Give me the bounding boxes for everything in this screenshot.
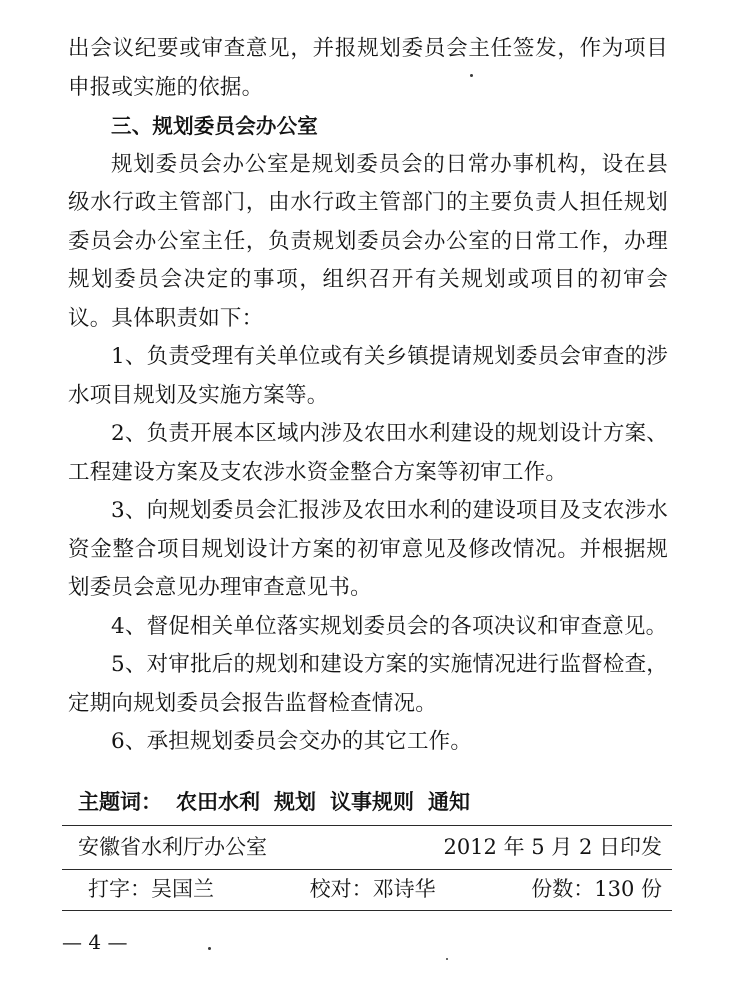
paragraph-continuation: 出会议纪要或审查意见，并报规划委员会主任签发，作为项目申报或实施的依据。 bbox=[68, 36, 668, 100]
scan-speck bbox=[208, 947, 211, 950]
keyword: 议事规则 bbox=[330, 790, 414, 814]
divider bbox=[62, 869, 672, 870]
duty-item-1: 1、负责受理有关单位或有关乡镇提请规划委员会审查的涉水项目规划及实施方案等。 bbox=[68, 344, 668, 408]
duty-item-2: 2、负责开展本区域内涉及农田水利建设的规划设计方案、工程建设方案及支农涉水资金整合方案等初审工作。 bbox=[68, 421, 668, 485]
duty-item-4: 4、督促相关单位落实规划委员会的各项决议和审查意见。 bbox=[111, 613, 668, 639]
typist: 打字：吴国兰 bbox=[88, 877, 214, 901]
keyword: 规划 bbox=[274, 790, 316, 814]
keyword: 通知 bbox=[428, 790, 470, 814]
divider bbox=[62, 825, 672, 826]
keyword: 农田水利 bbox=[176, 790, 260, 814]
duty-item-6: 6、承担规划委员会交办的其它工作。 bbox=[111, 729, 473, 754]
paragraph-office-description: 规划委员会办公室是规划委员会的日常办事机构，设在县级水行政主管部门，由水行政主管部门的主要负责人担任规划委员会办公室主任，负责规划委员会办公室的日常工作，办理规划委员会决定的事项，组织召开有关规划或项目的初审会议。具体职责如下： bbox=[68, 151, 668, 331]
duty-item-5: 5、对审批后的规划和建设方案的实施情况进行监督检查，定期向规划委员会报告监督检查情况。 bbox=[68, 652, 668, 716]
subject-keywords bbox=[78, 786, 470, 816]
duty-item-3: 3、向规划委员会汇报涉及农田水利的建设项目及支农涉水资金整合项目规划设计方案的初审意见及修改情况。并根据规划委员会意见办理审查意见书。 bbox=[68, 498, 668, 600]
staff-row bbox=[88, 873, 662, 903]
body-text bbox=[68, 30, 668, 762]
issuer-row bbox=[78, 831, 662, 861]
issuer-name: 安徽省水利厅办公室 bbox=[78, 835, 267, 859]
issue-date: 2012 年 5 月 2 日印发 bbox=[443, 835, 662, 859]
page-number: — 4 — bbox=[62, 930, 128, 954]
scan-speck bbox=[446, 958, 448, 960]
section-heading: 三、规划委员会办公室 bbox=[111, 114, 318, 138]
copies-count: 份数：130 份 bbox=[531, 877, 662, 901]
scan-speck bbox=[470, 74, 473, 77]
keywords-label: 主题词： bbox=[78, 790, 162, 814]
proofreader: 校对：邓诗华 bbox=[309, 877, 436, 901]
divider bbox=[62, 910, 672, 911]
